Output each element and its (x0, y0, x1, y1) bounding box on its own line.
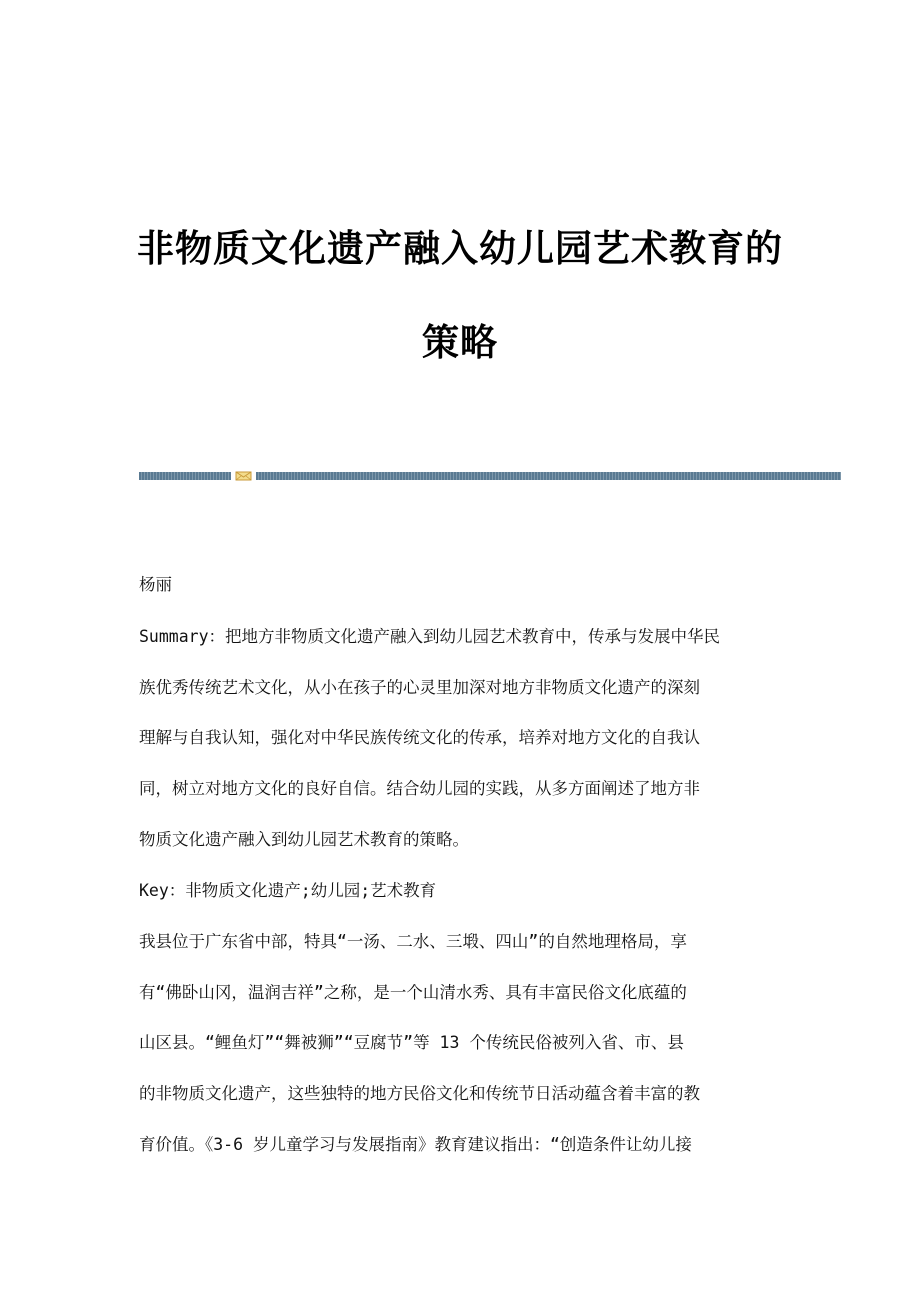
divider-bar-left (139, 472, 231, 480)
body-line: 我县位于广东省中部，特具“一汤、二水、三塅、四山”的自然地理格局，享 (139, 932, 687, 951)
divider-bar-right (256, 472, 841, 480)
keywords-line: Key：非物质文化遗产;幼儿园;艺术教育 (139, 881, 437, 900)
summary-line: 物质文化遗产融入到幼儿园艺术教育的策略。 (139, 829, 469, 849)
summary-line: 族优秀传统艺术文化，从小在孩子的心灵里加深对地方非物质文化遗产的深刻 (139, 677, 700, 697)
author-name: 杨丽 (139, 575, 172, 594)
body-line: 的非物质文化遗产，这些独特的地方民俗文化和传统节日活动蕴含着丰富的教 (139, 1084, 700, 1104)
body-paragraph (139, 932, 789, 1185)
document-title-line-2: 策略 (422, 321, 498, 364)
body-line: 山区县。“鲤鱼灯”“舞被狮”“豆腐节”等 13 个传统民俗被列入省、市、县 (139, 1033, 684, 1053)
body-line: 育价值。《3-6 岁儿童学习与发展指南》教育建议指出：“创造条件让幼儿接 (139, 1134, 692, 1154)
divider-ornament-icon (235, 469, 252, 483)
summary-line: 理解与自我认知，强化对中华民族传统文化的传承，培养对地方文化的自我认 (139, 728, 700, 748)
title-divider (139, 469, 841, 483)
body-line: 有“佛卧山冈，温润吉祥”之称，是一个山清水秀、具有丰富民俗文化底蕴的 (139, 982, 687, 1002)
summary-line: 同，树立对地方文化的良好自信。结合幼儿园的实践，从多方面阐述了地方非 (139, 779, 700, 799)
summary-line: Summary：把地方非物质文化遗产融入到幼儿园艺术教育中，传承与发展中华民 (139, 627, 721, 646)
document-title-line-1: 非物质文化遗产融入幼儿园艺术教育的 (137, 227, 783, 270)
summary-paragraph (139, 627, 789, 880)
